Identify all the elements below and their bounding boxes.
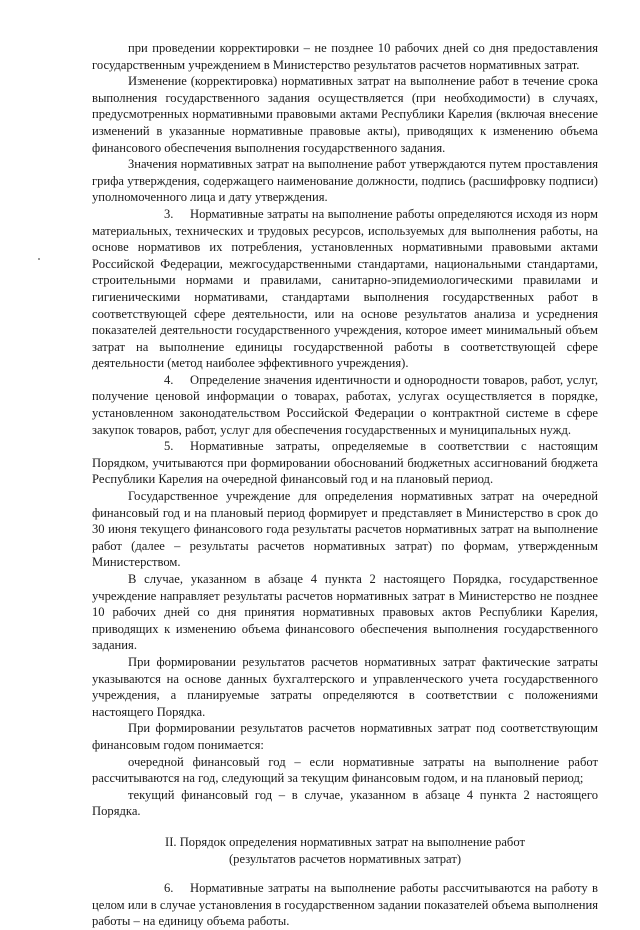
paragraph-next-year: очередной финансовый год – если нормативные затраты на выполнение работ рассчитываются на год, следующий за текущим финансовым годом, и на плановый период; bbox=[92, 754, 598, 786]
paragraph-submission: Государственное учреждение для определения нормативных затрат на очередной финансовый год и на плановый период формирует и представляет в Министерство в срок до 30 июня текущего финансового года результаты расчетов нормативных затрат на выполнение работ (далее – результаты расчетов нормативных затрат) по формам, утвержденным Министерством. bbox=[92, 489, 598, 570]
clause-number: 3. bbox=[164, 206, 174, 221]
clause-text: Нормативные затраты на выполнение работы рассчитываются на работу в целом или в случае установления в государственном задании показателей объема выполнения работы – на единицу объема работы. bbox=[92, 881, 598, 929]
margin-dot bbox=[38, 258, 40, 260]
clause-text: Нормативные затраты на выполнение работы определяются исходя из норм материальных, технических и трудовых ресурсов, используемых для выполнения работы, на основе нормативов их потребления, установленных нормативными правовыми актами Российской Федерации, межгосударственными стандартами, национальными стандартами, строительными нормами и правилами, санитарно-эпидемиологическими правилами и гигиеническими нормативами, стандартами выполнения государственных работ в соответствующей сфере деятельности, или на основе результатов анализа и усреднения показателей деятельности государственного учреждения, которое имеет минимальный объем затрат на выполнение единицы государственной работы в соответствующей сфере деятельности (метод наиболее эффективного учреждения). bbox=[92, 206, 598, 371]
paragraph-correction: Изменение (корректировка) нормативных затрат на выполнение работ в течение срока выполнения государственного задания осуществляется (при необходимости) в случаях, предусмотренных нормативными правовыми актами Республики Карелия (включая внесение изменений в указанные нормативные правовые акты), приводящих к изменению объема финансового обеспечения выполнения государственного задания. bbox=[92, 74, 598, 155]
clause-number: 6. bbox=[164, 881, 174, 896]
section-heading-line2: (результатов расчетов нормативных затрат) bbox=[228, 851, 462, 866]
clause-3 bbox=[92, 206, 598, 372]
paragraph-current-year: текущий финансовый год – в случае, указанном в абзаце 4 пункта 2 настоящего Порядка. bbox=[92, 787, 598, 819]
section-heading bbox=[92, 834, 598, 867]
document-page bbox=[92, 40, 598, 930]
clause-5 bbox=[92, 438, 598, 488]
clause-text: Определение значения идентичности и однородности товаров, работ, услуг, получение ценовой информации о товарах, работах, услугах осуществляется в порядке, установленном законодательством Российской Федерации о контрактной системе в сфере закупок товаров, работ, услуг для обеспечения государственных и муниципальных нужд. bbox=[92, 372, 598, 437]
clause-text: Нормативные затраты, определяемые в соответствии с настоящим Порядком, учитываются при формировании обоснований бюджетных ассигнований бюджета Республики Карелия на очередной финансовый год и на плановый период. bbox=[92, 439, 598, 487]
paragraph-text: при проведении корректировки – не позднее 10 рабочих дней со дня предоставления государственным учреждением в Министерство результатов расчетов нормативных затрат. bbox=[92, 41, 598, 72]
paragraph-case: В случае, указанном в абзаце 4 пункта 2 настоящего Порядка, государственное учреждение направляет результаты расчетов нормативных затрат в Министерство не позднее 10 рабочих дней со дня принятия нормативных правовых актов Республики Карелия, приводящих к изменению объема финансового обеспечения выполнения государственного задания. bbox=[92, 572, 598, 653]
clause-number: 5. bbox=[164, 439, 174, 454]
paragraph-actual-costs: При формировании результатов расчетов нормативных затрат фактические затраты указываются на основе данных бухгалтерского и управленческого учета государственного учреждения, а планируемые затраты определяются в соответствии с положениями настоящего Порядка. bbox=[92, 654, 598, 719]
section-heading-line1: II. Порядок определения нормативных затрат на выполнение работ bbox=[165, 834, 525, 849]
paragraph-approval: Значения нормативных затрат на выполнение работ утверждаются путем проставления грифа утверждения, содержащего наименование должности, подпись (расшифровку подписи) уполномоченного лица и дату утверждения. bbox=[92, 157, 598, 205]
clause-4 bbox=[92, 372, 598, 438]
clause-number: 4. bbox=[164, 372, 174, 387]
paragraph-continuation bbox=[92, 40, 598, 73]
paragraph-definition: При формировании результатов расчетов нормативных затрат под соответствующим финансовым годом понимается: bbox=[92, 721, 598, 752]
